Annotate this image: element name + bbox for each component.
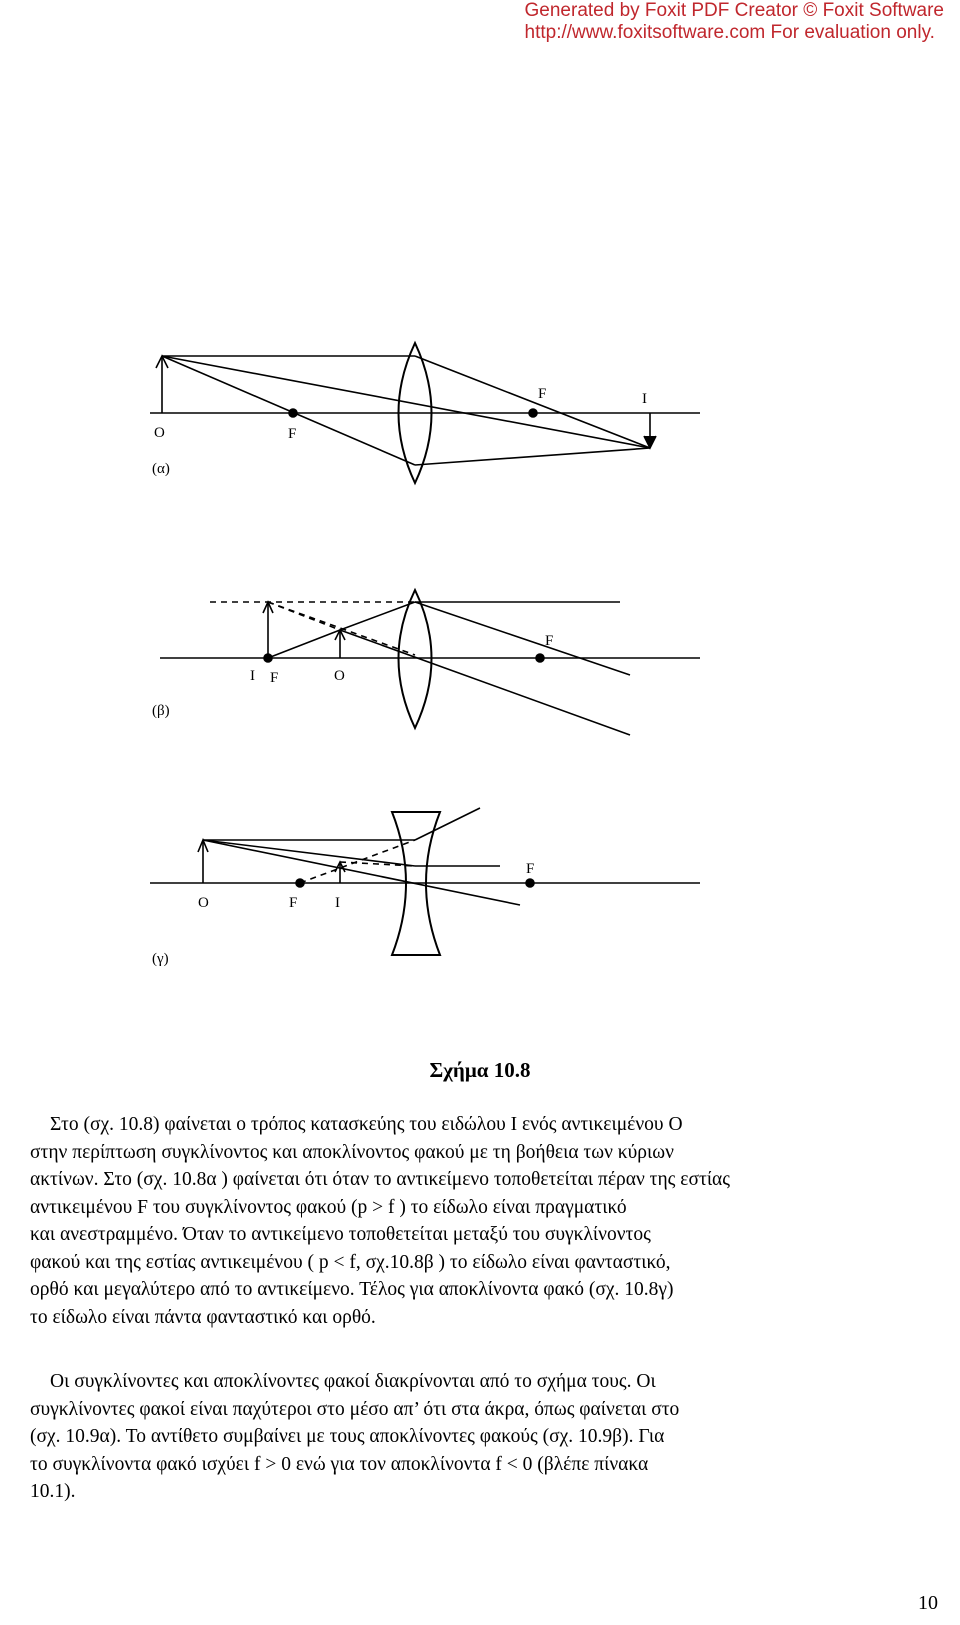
paragraph-1 [30,1111,930,1331]
paragraph-1-line: το είδωλο είναι πάντα φανταστικό και ορθό. [30,1306,376,1328]
page-number: 10 [918,1592,938,1614]
label-a-focus-left: F [288,426,297,442]
panel-b-converging-virtual-image [160,590,700,735]
panel-a-converging-real-image [150,343,700,483]
paragraph-2 [30,1368,930,1506]
ray-center [162,356,650,448]
paragraph-1-line: και ανεστραμμένο. Όταν το αντικείμενο τοποθετείται μεταξύ του συγκλίνοντος [30,1224,651,1245]
paragraph-2-line: Οι συγκλίνοντες και αποκλίνοντες φακοί διακρίνονται από το σχήμα τους. Οι [50,1371,656,1392]
paragraph-1-line: Στο (σχ. 10.8) φαίνεται ο τρόπος κατασκεύης του ειδώλου Ι ενός αντικειμένου Ο [50,1114,683,1135]
label-b-image: I [250,668,255,684]
paragraph-2-line: 10.1). [30,1481,76,1502]
label-a-object: O [154,425,165,441]
paragraph-1-line: αντικειμένου F του συγκλίνοντος φακού (p > f ) το είδωλο είναι πραγματικό [30,1196,627,1218]
label-b-object: O [334,668,345,684]
label-a-image: I [642,391,647,407]
paragraph-2-line: το συγκλίνοντα φακό ισχύει f > 0 ενώ για τον αποκλίνοντα f < 0 (βλέπε πίνακα [30,1453,649,1475]
ray-refracted [415,356,650,448]
paragraph-1-line: φακού και της εστίας αντικειμένου ( p < f, σχ.10.8β ) το είδωλο είναι φανταστικό, [30,1251,671,1273]
label-a-tag: (α) [152,461,170,477]
label-a-focus-right: F [538,386,547,402]
paragraph-2-line: (σχ. 10.9α). Το αντίθετο συμβαίνει με τους αποκλίνοντες φακούς (σχ. 10.9β). Για [30,1426,665,1447]
paragraph-1-line: ακτίνων. Στο (σχ. 10.8α ) φαίνεται ότι όταν το αντικείμενο τοποθετείται πέραν της εστίας [30,1169,731,1190]
figure-caption: Σχήμα 10.8 [429,1058,531,1082]
paragraph-2-line: συγκλίνοντες φακοί είναι παχύτεροι στο μέσο απ’ ότι στα άκρα, όπως φαίνεται στο [30,1398,680,1420]
watermark-line-1: Generated by Foxit PDF Creator © Foxit Software [524,0,944,21]
paragraph-1-line: στην περίπτωση συγκλίνοντος και αποκλίνοντος φακού με τη βοήθεια των κύριων [30,1141,674,1163]
label-c-object: O [198,895,209,911]
label-c-image: I [335,895,340,911]
panel-c-diverging-lens [150,808,700,955]
label-c-focus-right: F [526,861,535,877]
label-c-focus-left: F [289,895,298,911]
converging-lens [399,590,432,728]
label-c-tag: (γ) [152,951,169,967]
label-b-focus-right: F [545,633,554,649]
label-b-tag: (β) [152,703,170,719]
paragraph-1-line: ορθό και μεγαλύτερο από το αντικείμενο. Τέλος για αποκλίνοντα φακό (σχ. 10.8γ) [30,1279,674,1300]
watermark-line-2: http://www.foxitsoftware.com For evaluation only. [524,22,935,43]
label-b-focus-left: F [270,670,279,686]
ray-through-focus [162,356,415,465]
